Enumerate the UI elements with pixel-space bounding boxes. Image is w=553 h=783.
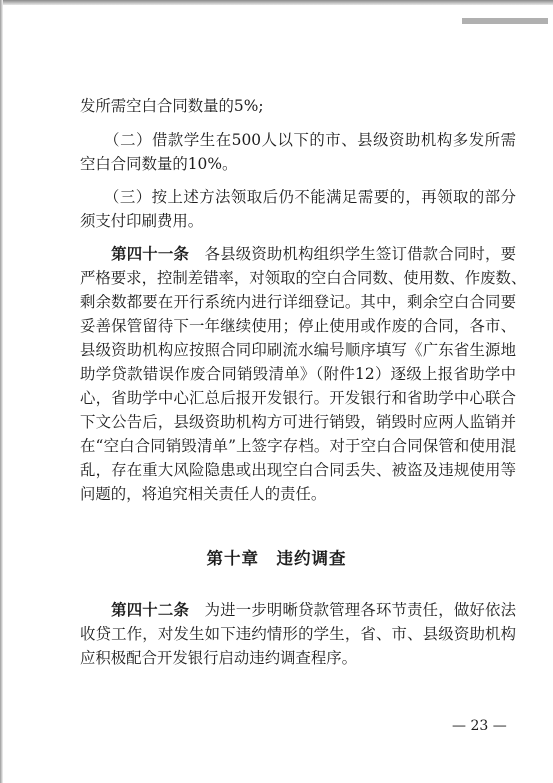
text-line: 在“空白合同销毁清单”上签字存档。对于空白合同保管和使用混 <box>80 437 516 455</box>
text-line-content: （三）按上述方法领取后仍不能满足需要的，再领取的部分 <box>111 188 516 206</box>
text-line: 县级资助机构应按照合同印刷流水编号顺序填写《广东省生源地 <box>80 341 516 359</box>
text-line: 乱，存在重大风险隐患或出现空白合同丢失、被盗及违规使用等 <box>80 461 516 479</box>
text-line: 收贷工作，对发生如下违约情形的学生，省、市、县级资助机构 <box>80 625 516 643</box>
text-line: 应积极配合开发银行启动违约调查程序。 <box>80 649 358 667</box>
text-line: 妥善保管留待下一年继续使用；停止使用或作废的合同，各市、 <box>80 317 516 335</box>
text-line: 助学贷款错误作废合同销毁清单》（附件12）逐级上报省助学中 <box>80 365 516 383</box>
text-line: 问题的，将追究相关责任人的责任。 <box>80 485 327 503</box>
scan-artifact <box>462 18 548 24</box>
page-number: — 23 — <box>452 718 507 734</box>
text-line: 下文公告后，县级资助机构方可进行销毁，销毁时应两人监销并 <box>80 413 516 431</box>
text-line-content: 各县级资助机构组织学生签订借款合同时，要 <box>204 245 516 263</box>
article-42-first-line <box>80 600 516 620</box>
text-line: 空白合同数量的10%。 <box>80 155 238 173</box>
scan-edge-top <box>0 0 553 5</box>
chapter-heading: 第十章 违约调查 <box>206 549 347 568</box>
text-line-content: 为进一步明晰贷款管理各环节责任，做好依法 <box>204 601 516 619</box>
text-line: 严格要求，控制差错率，对领取的空白合同数、使用数、作废数、 <box>80 269 527 287</box>
article-41-label: 第四十一条 <box>111 245 190 263</box>
text-line: 须支付印刷费用。 <box>80 212 204 230</box>
text-line: 发所需空白合同数量的5%; <box>80 97 264 115</box>
text-line <box>80 187 516 207</box>
text-line-content: （二）借款学生在500人以下的市、县级资助机构多发所需 <box>111 131 516 149</box>
scan-edge-left <box>0 0 3 783</box>
text-line: 心，省助学中心汇总后报开发银行。开发银行和省助学中心联合 <box>80 389 516 407</box>
article-41-first-line <box>80 244 516 264</box>
text-line <box>80 130 516 150</box>
article-42-label: 第四十二条 <box>111 601 190 619</box>
text-line: 剩余数都要在开行系统内进行详细登记。其中，剩余空白合同要 <box>80 293 516 311</box>
